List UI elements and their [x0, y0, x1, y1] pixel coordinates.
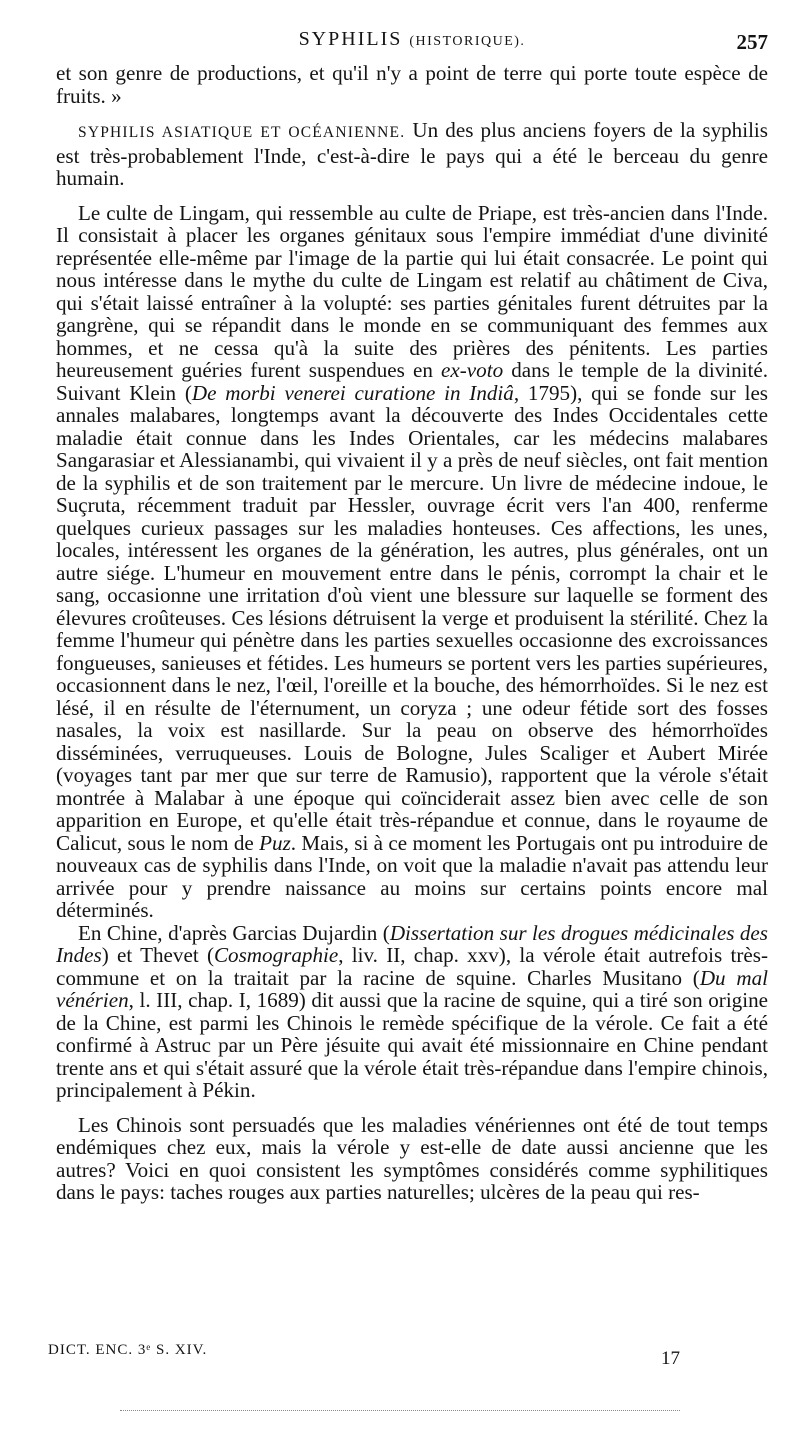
page-number: 257 [736, 30, 768, 54]
page-footer [48, 1334, 800, 1374]
text-run: ) et Thevet ( [101, 943, 214, 967]
paragraph [56, 202, 768, 922]
text-run: , liv. II, chap. xxv), la vérole était autrefois très-commune et on la traitait par la racine de squine. Charles Musitano ( [56, 943, 768, 990]
running-header [56, 28, 768, 62]
text-run: , 1795), qui se fonde sur les annales malabares, longtemps avant la découverte des Indes Occidentales cette maladie était connue dans les Indes Orientales, car les médecins malabares Sangarasiar et Alessianambi, qui vivaient il y a près de neuf siècles, ont fait mention de la syphilis et de son traitement par le mercure. Un livre de médecine indoue, le Suçruta, récemment traduit par Hessler, ouvrage écrit vers l'an 400, renferme quelques curieux passages sur les maladies honteuses. Ces affections, les unes, locales, intéressent les organes de la génération, les autres, plus générales, ont un autre siége. L'humeur en mouvement entre dans le pénis, corrompt la chair et le sang, occasionne une irritation d'où vient une blessure sur laquelle se forment des élevures croûteuses. Ces lésions détruisent la verge et produisent la stérilité. Chez la femme l'humeur qui pénètre dans les parties sexuelles occasionne des excroissances fongueuses, sanieuses et fétides. Les humeurs se portent vers les parties supérieures, occasionnent dans le nez, l'œil, l'oreille et la bouche, des hémorrhoïdes. Si le nez est lésé, il en résulte de l'éternument, un coryza ; une odeur fétide sort des fosses nasales, la voix est nasillarde. Sur la peau on observe des hémorrhoïdes disséminées, verruqueuses. Louis de Bologne, Jules Scaliger et Aubert Mirée (voyages tant par mer que sur terre de Ramusio), rapportent que la vérole s'était montrée à Malabar à une époque qui coïnciderait assez bien avec celle de son apparition en Europe, et qu'elle était très-répandue et connue, dans le royaume de Calicut, sous le nom de [56, 380, 769, 855]
sheet-number: 17 [661, 1348, 680, 1369]
italic-run: Du mal vénérien [56, 965, 768, 1012]
running-title: SYPHILIS [298, 28, 403, 50]
italic-run: Puz [259, 830, 291, 855]
scan-edge-divider [120, 1410, 680, 1411]
paragraph [56, 119, 768, 190]
text-run: et son genre de productions, et qu'il n'y a point de terre qui porte toute espèce de fruits. » [56, 61, 768, 108]
section-heading: SYPHILIS ASIATIQUE ET OCÉANIENNE. [78, 124, 406, 141]
printer-signature: DICT. ENC. 3ᵉ S. XIV. [48, 1342, 208, 1358]
italic-run: Dissertation sur les drogues médicinales des Indes [56, 920, 769, 967]
text-run: dans le temple de la divinité. Suivant Klein ( [56, 358, 769, 405]
paragraph [56, 922, 768, 1102]
text-run: Un des plus anciens foyers de la syphilis est très-probablement l'Inde, c'est-à-dire le pays qui a été le berceau du genre humain. [56, 118, 768, 190]
text-run: Le culte de Lingam, qui ressemble au culte de Priape, est très-ancien dans l'Inde. Il consistait à placer les organes génitaux sous l'empire immédiat d'une divinité représentée elle-même par l'image de la partie qui lui était consacrée. Le point qui nous intéresse dans le mythe du culte de Lingam est relatif au châtiment de Civa, qui s'était laissé entraîner à la volupté: ses parties génitales furent détruites par la gangrène, qui se répandit dans le monde en se communiquant des femmes aux hommes, et ne cessa qu'à la suite des prières des pénitents. Les parties heureusement guéries furent suspendues en [56, 200, 768, 382]
body-text [56, 62, 768, 1204]
text-run: En Chine, d'après Garcias Dujardin ( [78, 920, 390, 945]
italic-run: Cosmographie [213, 943, 339, 967]
paragraph [56, 1114, 768, 1204]
paragraph [56, 62, 768, 107]
italic-run: De morbi venerei curatione in Indiâ [191, 380, 514, 405]
running-subtitle: (HISTORIQUE). [409, 34, 526, 49]
running-head [56, 28, 768, 51]
text-run: Les Chinois sont persuadés que les maladies vénériennes ont été de tout temps endémiques chez eux, mais la vérole y est-elle de date aussi ancienne que les autres? Voici en quoi consistent les symptômes considérés comme syphilitiques dans le pays: taches rouges aux parties naturelles; ulcères de la peau qui res- [56, 1112, 768, 1204]
italic-run: ex-voto [441, 358, 504, 382]
text-run: , l. III, chap. I, 1689) dit aussi que la racine de squine, qui a tiré son origine de la Chine, est parmi les Chinois le remède spécifique de la vérole. Ce fait a été confirmé à Astruc par un Père jésuite qui avait été missionnaire en Chine pendant trente ans et qui s'était assuré que la vérole était très-répandue dans l'empire chinois, principalement à Pékin. [56, 988, 768, 1102]
page [56, 28, 768, 1204]
text-run: . Mais, si à ce moment les Portugais ont pu introduire de nouveaux cas de syphilis dans l'Inde, on voit que la maladie n'avait pas attendu leur arrivée pour y prendre naissance au moins sur certains points encore mal déterminés. [56, 830, 768, 922]
